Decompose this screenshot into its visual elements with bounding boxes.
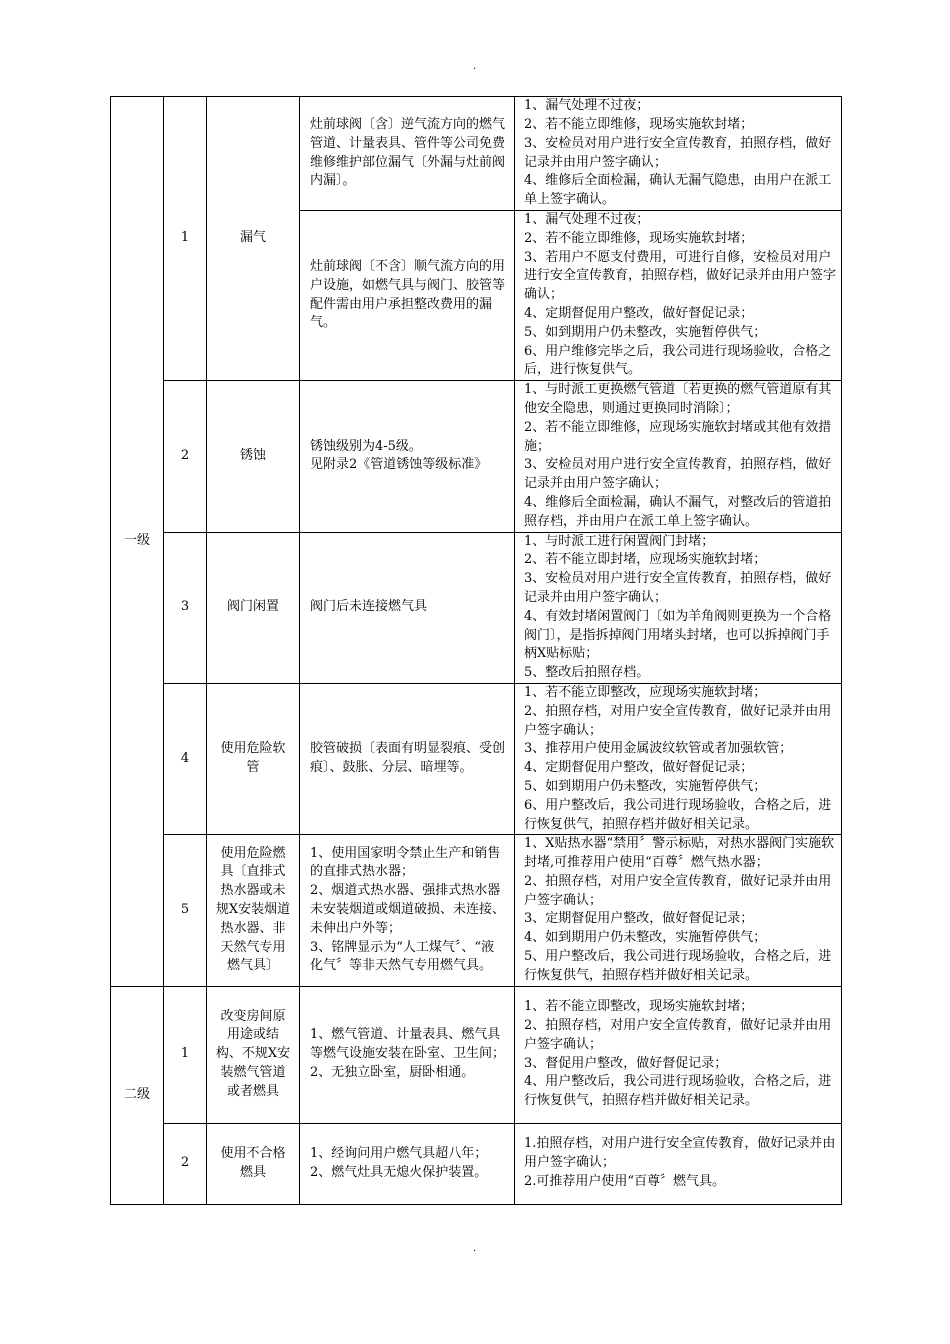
item-condition: 阀门后未连接燃气具 <box>300 532 515 683</box>
item-measures: 1、漏气处理不过夜； 2、若不能立即维修，现场实施软封堵； 3、安检员对用户进行安全宣传教育，拍照存档，做好记录并由用户签字确认； 4、维修后全面检漏，确认无漏气隐患，由用户在派工单上签字确认。 <box>515 97 842 211</box>
table-row <box>111 835 842 986</box>
item-number: 2 <box>164 1123 207 1204</box>
item-category: 漏气 <box>207 97 300 381</box>
item-measures: 1.拍照存档，对用户进行安全宣传教育，做好记录并由用户签字确认； 2.可推荐用户使用“百尊〞燃气具。 <box>515 1123 842 1204</box>
item-measures: 1、若不能立即整改，应现场实施软封堵； 2、拍照存档，对用户安全宣传教育，做好记录并由用户签字确认； 3、推荐用户使用金属波纹软管或者加强软管； 4、定期督促用户整改，做好督促记录； 5、如到期用户仍未整改，实施暂停供气； 6、用户整改后，我公司进行现场验收，合格之后，进行恢复供气，拍照存档并做好相关记录。 <box>515 683 842 834</box>
level-cell-1: 一级 <box>111 97 164 987</box>
item-measures: 1、与时派工进行闲置阀门封堵； 2、若不能立即封堵，应现场实施软封堵； 3、安检员对用户进行安全宣传教育，拍照存档，做好记录并由用户签字确认； 4、有效封堵闲置阀门〔如为羊角阀则更换为一个合格阀门〕，是指拆掉阀门用堵头封堵，也可以拆掉阀门手柄X贴标贴； 5、整改后拍照存档。 <box>515 532 842 683</box>
item-category: 改变房间原用途或结构、不规X安装燃气管道或者燃具 <box>207 986 300 1123</box>
item-number: 3 <box>164 532 207 683</box>
item-condition: 灶前球阀〔含〕逆气流方向的燃气管道、计量表具、管件等公司免费维修维护部位漏气〔外漏与灶前阀内漏〕。 <box>300 97 515 211</box>
table-row <box>111 683 842 834</box>
item-condition: 1、经询问用户燃气具超八年； 2、燃气灶具无熄火保护装置。 <box>300 1123 515 1204</box>
table-row <box>111 1123 842 1204</box>
item-condition: 锈蚀级别为4-5级。 见附录2《管道锈蚀等级标准》 <box>300 381 515 532</box>
item-number: 5 <box>164 835 207 986</box>
page-mark-bottom: . <box>473 1243 477 1254</box>
table-row <box>111 97 842 211</box>
item-measures: 1、X贴热水器“禁用〞警示标贴，对热水器阀门实施软封堵,可推荐用户使用“百尊〞燃气热水器； 2、拍照存档，对用户安全宣传教育，做好记录并由用户签字确认； 3、定期督促用户整改，做好督促记录； 4、如到期用户仍未整改，实施暂停供气； 5、用户整改后，我公司进行现场验收，合格之后，进行恢复供气，拍照存档并做好相关记录。 <box>515 835 842 986</box>
item-condition: 1、燃气管道、计量表具、燃气具等燃气设施安装在卧室、卫生间； 2、无独立卧室，厨卧相通。 <box>300 986 515 1123</box>
table-row <box>111 986 842 1123</box>
item-measures: 1、漏气处理不过夜； 2、若不能立即维修，现场实施软封堵； 3、若用户不愿支付费用，可进行自修，安检员对用户进行安全宣传教育，拍照存档，做好记录并由用户签字确认； 4、定期督促用户整改，做好督促记录； 5、如到期用户仍未整改，实施暂停供气； 6、用户维修完毕之后，我公司进行现场验收，合格之后，进行恢复供气。 <box>515 211 842 381</box>
item-number: 4 <box>164 683 207 834</box>
item-number: 2 <box>164 381 207 532</box>
item-number: 1 <box>164 986 207 1123</box>
item-condition: 胶管破损〔表面有明显裂痕、受创痕〕、鼓胀、分层、暗埋等。 <box>300 683 515 834</box>
hazard-rectification-table <box>110 96 842 1205</box>
item-number: 1 <box>164 97 207 381</box>
level-cell-2: 二级 <box>111 986 164 1204</box>
page-mark-top: . <box>473 61 477 72</box>
table-row <box>111 381 842 532</box>
item-category: 使用危险软管 <box>207 683 300 834</box>
item-category: 使用危险燃具〔直排式热水器或未规X安装烟道热水器、非天然气专用燃气具〕 <box>207 835 300 986</box>
item-condition: 1、使用国家明令禁止生产和销售的直排式热水器； 2、烟道式热水器、强排式热水器未安装烟道或烟道破损、未连接、未伸出户外等； 3、铭牌显示为“人工煤气〞、“液化气〞等非天然气专用燃气具。 <box>300 835 515 986</box>
item-measures: 1、若不能立即整改，现场实施软封堵； 2、拍照存档，对用户安全宣传教育，做好记录并由用户签字确认； 3、督促用户整改，做好督促记录； 4、用户整改后，我公司进行现场验收，合格之后，进行恢复供气，拍照存档并做好相关记录。 <box>515 986 842 1123</box>
item-measures: 1、与时派工更换燃气管道〔若更换的燃气管道原有其他安全隐患，则通过更换同时消除〕； 2、若不能立即维修，应现场实施软封堵或其他有效措施； 3、安检员对用户进行安全宣传教育，拍照存档，做好记录并由用户签字确认； 4、维修后全面检漏，确认不漏气，对整改后的管道拍照存档，并由用户在派工单上签字确认。 <box>515 381 842 532</box>
table-row <box>111 532 842 683</box>
item-category: 锈蚀 <box>207 381 300 532</box>
item-category: 使用不合格燃具 <box>207 1123 300 1204</box>
item-category: 阀门闲置 <box>207 532 300 683</box>
item-condition: 灶前球阀〔不含〕顺气流方向的用户设施，如燃气具与阀门、胶管等配件需由用户承担整改费用的漏气。 <box>300 211 515 381</box>
